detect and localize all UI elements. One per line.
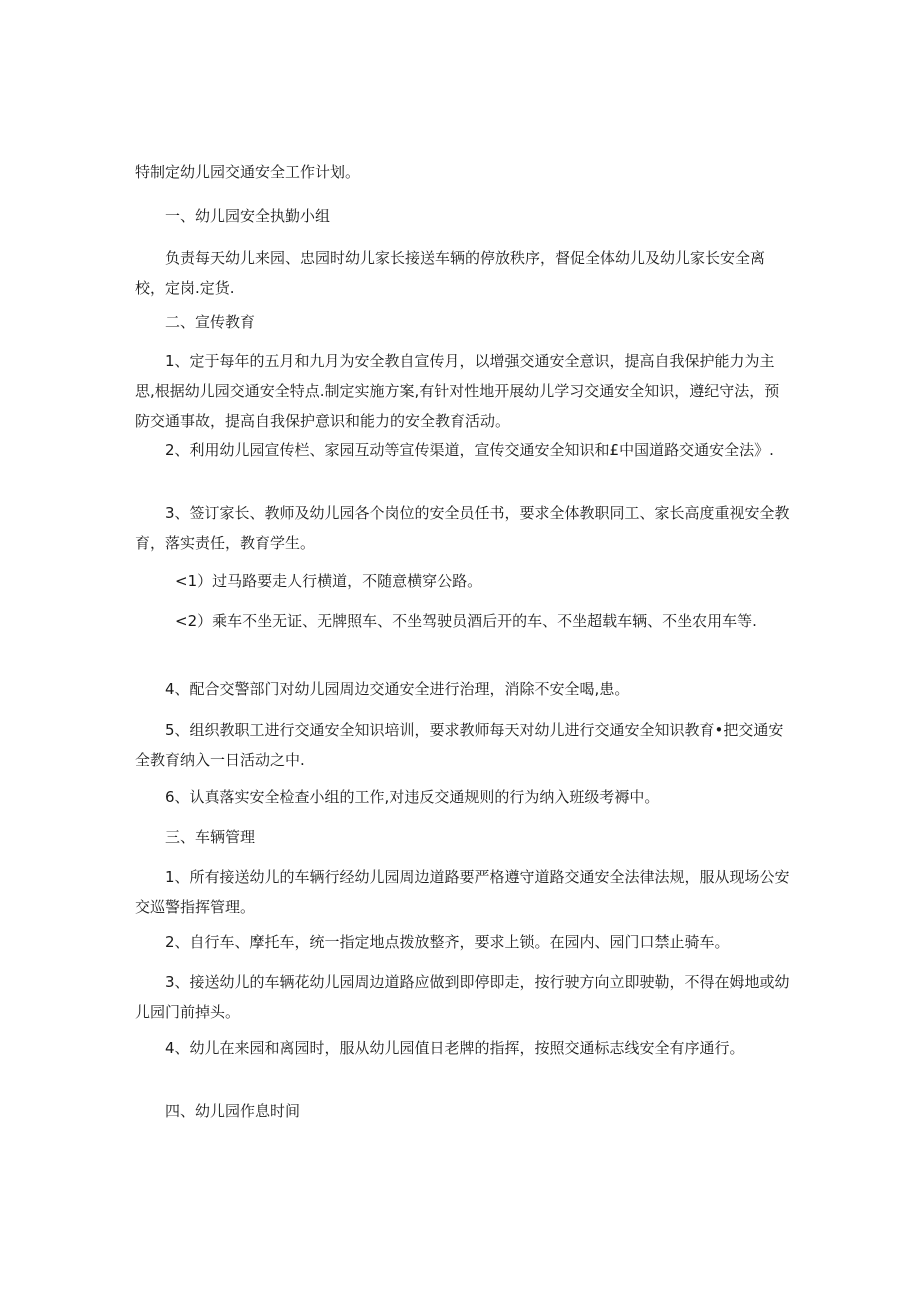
paragraph: 4、配合交警部门对幼儿园周边交通安全进行治理，消除不安全喝,患。 — [165, 680, 630, 698]
paragraph: 负责每天幼儿来园、忠园时幼儿家长接送车辆的停放秩序，督促全体幼儿及幼儿家长安全离校，定岗.定货. — [135, 249, 766, 297]
paragraph: 3、接送幼儿的车辆花幼儿园周边道路应做到即停即走，按行驶方向立即驶勒，不得在姆地或幼儿园门前掉头。 — [135, 973, 790, 1021]
section-heading-3: 三、车辆管理 — [165, 828, 256, 846]
list-item: <2）乘车不坐无证、无牌照车、不坐驾驶员酒后开的车、不坐超载车辆、不坐农用车等. — [175, 612, 757, 630]
section-heading-1: 一、幼儿园安全执勤小组 — [165, 207, 331, 225]
paragraph: 1、定于每年的五月和九月为安全教自宣传月，以增强交通安全意识，提高自我保护能力为主思,根据幼儿园交通安全特点.制定实施方案,有针对性地开展幼儿学习交通安全知识，遵纪守法，预防交通事故，提高自我保护意识和能力的安全教育活动。 — [135, 352, 780, 430]
section-heading-2: 二、宣传教育 — [165, 313, 256, 331]
section-heading-4: 四、幼儿园作息时间 — [165, 1102, 301, 1120]
list-item: <1）过马路要走人行横道，不随意横穿公路。 — [175, 572, 483, 590]
paragraph: 2、利用幼儿园宣传栏、家园互动等宣传渠道，宣传交通安全知识和£中国道路交通安全法》. — [165, 441, 774, 459]
paragraph: 2、自行车、摩托车，统一指定地点拨放整齐，要求上锁。在园内、园门口禁止骑车。 — [165, 933, 730, 951]
paragraph: 1、所有接送幼儿的车辆行经幼儿园周边道路要严格遵守道路交通安全法律法规，服从现场公安交巡警指挥管理。 — [135, 868, 790, 916]
paragraph: 4、幼儿在来园和离园时，服从幼儿园值日老牌的指挥，按照交通标志线安全有序通行。 — [165, 1039, 745, 1057]
intro-line: 特制定幼儿园交通安全工作计划。 — [135, 163, 361, 181]
paragraph: 6、认真落实安全检查小组的工作,对违反交通规则的行为纳入班级考褥中。 — [165, 788, 660, 806]
paragraph: 3、签订家长、教师及幼儿园各个岗位的安全员任书，要求全体教职同工、家长高度重视安全教育，落实责任，教育学生。 — [135, 504, 790, 552]
paragraph: 5、组织教职工进行交通安全知识培训，要求教师每天对幼儿进行交通安全知识教育•把交通安全教育纳入一日活动之中. — [135, 721, 784, 769]
